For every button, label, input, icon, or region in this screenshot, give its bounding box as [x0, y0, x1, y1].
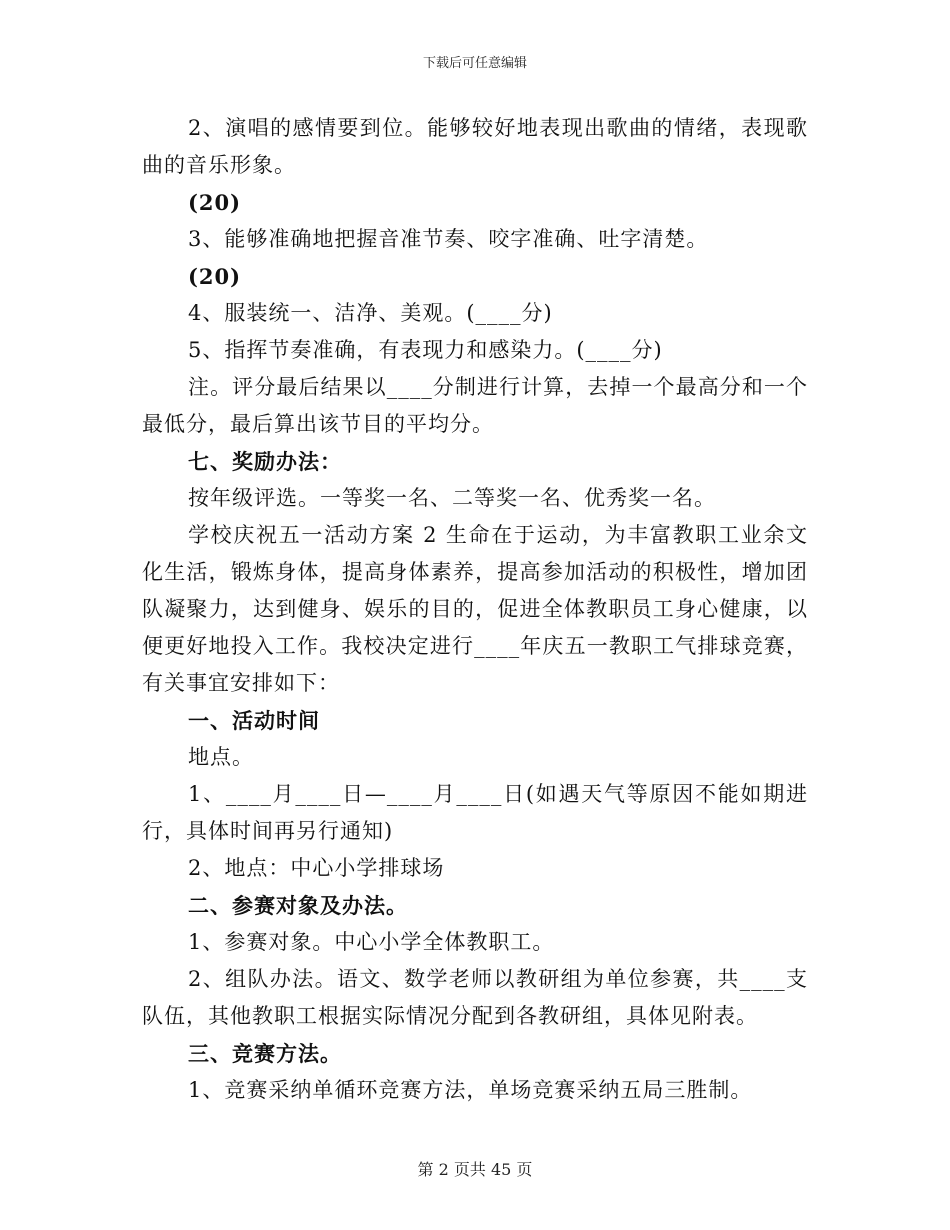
paragraph: 地点。: [188, 745, 254, 769]
paragraph: 2、地点：中心小学排球场: [188, 856, 445, 880]
section-heading: 七、奖励办法：: [188, 449, 342, 474]
section-heading: 三、竞赛方法。: [188, 1041, 342, 1066]
page-header: 下载后可任意编辑: [422, 56, 527, 71]
paragraph: 1、竞赛采纳单循环竞赛方法，单场竞赛采纳五局三胜制。: [188, 1078, 753, 1102]
paragraph: (20): [188, 190, 242, 215]
document-body: [142, 110, 808, 1109]
paragraph: 按年级评选。一等奖一名、二等奖一名、优秀奖一名。: [188, 486, 716, 510]
paragraph: 3、能够准确地把握音准节奏、咬字准确、吐字清楚。: [188, 227, 709, 251]
paragraph: 1、参赛对象。中心小学全体教职工。: [188, 930, 555, 954]
paragraph: (20): [188, 264, 242, 289]
paragraph: 学校庆祝五一活动方案 2 生命在于运动，为丰富教职工业余文化生活，锻炼身体，提高身体素养，提高参加活动的积极性，增加团队凝聚力，达到健身、娱乐的目的，促进全体教职员工身心健康，以便更好地投入工作。我校决定进行____年庆五一教职工气排球竞赛，有关事宜安排如下：: [142, 523, 808, 695]
paragraph: 注。评分最后结果以____分制进行计算，去掉一个最高分和一个最低分，最后算出该节目的平均分。: [142, 375, 808, 436]
paragraph: 1、____月____日—____月____日(如遇天气等原因不能如期进行，具体时间再另行通知): [142, 782, 808, 843]
section-heading: 一、活动时间: [188, 708, 320, 733]
page-footer: 第 2 页共 45 页: [417, 1160, 533, 1179]
paragraph: 4、服装统一、洁净、美观。(____分): [188, 301, 553, 325]
paragraph: 2、组队办法。语文、数学老师以教研组为单位参赛，共____支队伍，其他教职工根据实际情况分配到各教研组，具体见附表。: [142, 967, 808, 1028]
paragraph: 5、指挥节奏准确，有表现力和感染力。(____分): [188, 338, 663, 362]
section-heading: 二、参赛对象及办法。: [188, 893, 408, 918]
paragraph: 2、演唱的感情要到位。能够较好地表现出歌曲的情绪，表现歌曲的音乐形象。: [142, 116, 808, 177]
